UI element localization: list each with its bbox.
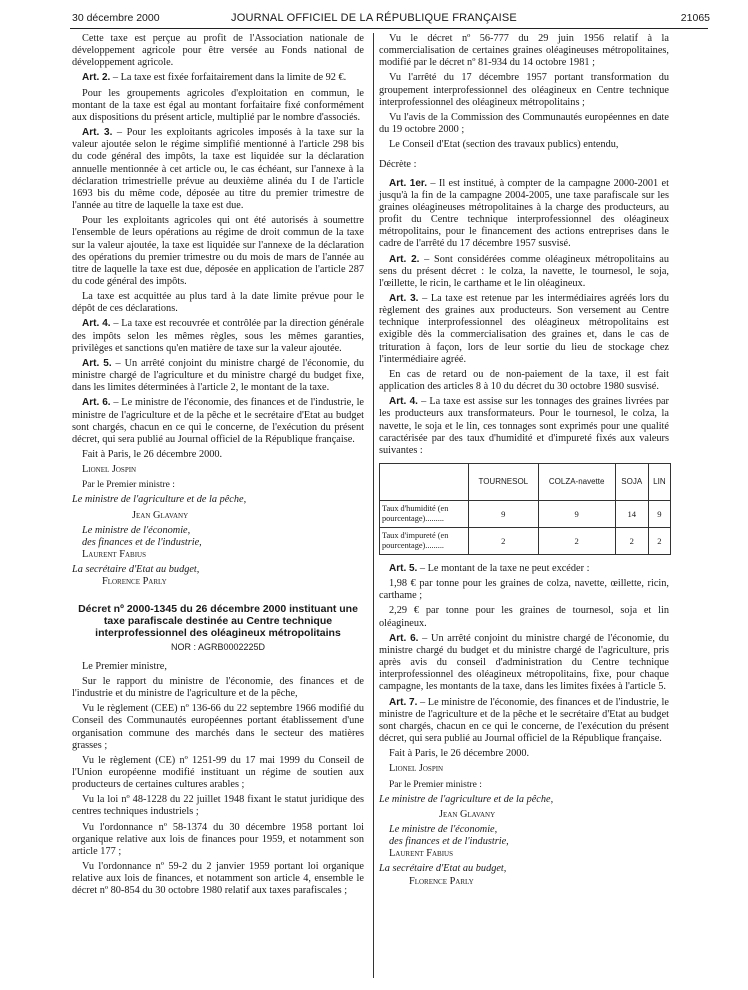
article-6 xyxy=(379,633,669,694)
journal-title: JOURNAL OFFICIEL DE LA RÉPUBLIQUE FRANÇAISE xyxy=(231,12,517,24)
moisture-impurity-table xyxy=(379,463,671,555)
visa: Vu le règlement (CE) nº 1251-99 du 17 mai 1999 du Conseil de l'Union européenne modifié instituant un régime de soutien aux producteurs de certaines cultures arables ; xyxy=(72,754,364,791)
table-cell: 2 xyxy=(648,528,670,555)
table-cell: 14 xyxy=(615,501,648,528)
paragraph: En cas de retard ou de non-paiement de la taxe, il est fait application des articles 8 à 10 du décret du 30 octobre 1980 susvisé. xyxy=(379,368,669,393)
minister-title: Le ministre de l'économie, xyxy=(389,823,498,835)
header-date: 30 décembre 2000 xyxy=(72,12,160,24)
article-number: Art. 4. xyxy=(82,318,111,330)
minister-title: des finances et de l'industrie, xyxy=(389,836,509,848)
article-number: Art. 7. xyxy=(389,696,418,708)
nor-reference: NOR : AGRB0002225D xyxy=(170,641,266,652)
table-cell: 2 xyxy=(469,528,539,555)
row-label: Taux d'impureté (en pourcentage)......... xyxy=(380,528,469,555)
secretary-title: La secrétaire d'Etat au budget, xyxy=(72,564,200,576)
minister-name: Jean Glavany xyxy=(439,808,496,820)
minister-name: Laurent Fabius xyxy=(82,549,146,561)
table-row xyxy=(380,528,671,555)
minister-name: Laurent Fabius xyxy=(389,848,453,860)
visa: Vu l'ordonnance nº 58-1374 du 30 décembre 1958 portant loi organique relative aux lois de finances pour 1959, et notamment son article 177 ; xyxy=(72,821,364,857)
visa: Vu l'avis de la Commission des Communautés européennes en date du 19 octobre 2000 ; xyxy=(379,111,669,136)
table-cell: 9 xyxy=(538,501,615,528)
article-4 xyxy=(379,396,669,457)
decree-title: Décret nº 2000-1345 du 26 décembre 2000 instituant une taxe parafiscale destinée au Centre technique interprofessionnel des oléagineux métropolitains xyxy=(78,602,358,639)
article-number: Art. 2. xyxy=(389,253,420,265)
visa: Vu le décret nº 56-777 du 29 juin 1956 relatif à la commercialisation de certaines graines oléagineuses métropolitaines, modifié par le décret nº 81-934 du 14 octobre 1981 ; xyxy=(379,33,669,69)
article-4 xyxy=(72,318,364,354)
left-column xyxy=(72,33,364,901)
secretary-title: La secrétaire d'Etat au budget, xyxy=(379,863,507,875)
paragraph: La taxe est acquittée au plus tard à la date limite prévue pour le dépôt de ces déclarations. xyxy=(72,291,364,315)
article-3 xyxy=(379,293,669,366)
page-number: 21065 xyxy=(680,12,710,24)
article-text: – Le ministre de l'économie, des finances et de l'industrie, le ministre de l'agriculture et de la pêche et le secrétaire d'Etat au budget sont chargés, chacun en ce qui le concerne, de l'exécution du présent décret, qui sera publié au Journal officiel de la République française. xyxy=(379,696,669,745)
par-premier-ministre: Par le Premier ministre : xyxy=(389,779,482,790)
secretary-name: Florence Parly xyxy=(102,576,167,588)
row-label: Taux d'humidité (en pourcentage)......... xyxy=(380,501,469,528)
table-cell: 2 xyxy=(538,528,615,555)
article-text: – La taxe est recouvrée et contrôlée par la direction générale des impôts selon les mêmes règles, sous les mêmes garanties, privilèges et sanctions qu'en matière de taxe sur la valeur ajoutée. xyxy=(72,318,365,354)
decrete: Décrète : xyxy=(379,159,417,171)
header-rule xyxy=(70,28,708,29)
signature-date: Fait à Paris, le 26 décembre 2000. xyxy=(389,748,530,760)
article-5 xyxy=(379,563,669,575)
signatory-pm: Lionel Jospin xyxy=(82,464,137,476)
visa: Vu la loi nº 48-1228 du 22 juillet 1948 fixant le statut juridique des centres techniques industriels ; xyxy=(72,794,364,818)
minister-title: des finances et de l'industrie, xyxy=(82,536,202,548)
article-2 xyxy=(72,72,364,84)
column-divider xyxy=(373,33,374,978)
visa: Sur le rapport du ministre de l'économie, des finances et de l'industrie et du ministre de l'agriculture et de la pêche, xyxy=(72,675,364,700)
article-number: Art. 5. xyxy=(82,357,112,369)
article-text: – Un arrêté conjoint du ministre chargé de l'économie, du ministre chargé de l'agriculture et du ministre chargé du budget fixe, dans les limites déterminées à l'article 2, le montant de la taxe. xyxy=(72,357,365,394)
article-text: – Le ministre de l'économie, des finances et de l'industrie, le ministre de l'agriculture et de la pêche et le secrétaire d'Etat au budget sont chargés, chacun en ce qui le concerne, de l'exécution du présent décret, qui sera publié au Journal officiel de la République française. xyxy=(72,397,364,445)
secretary-name: Florence Parly xyxy=(409,875,474,887)
article-number: Art. 1er. xyxy=(389,177,428,189)
minister-title: Le ministre de l'agriculture et de la pêche, xyxy=(72,494,247,506)
paragraph: Le Premier ministre, xyxy=(82,660,167,672)
article-3 xyxy=(72,127,364,212)
minister-title: Le ministre de l'économie, xyxy=(82,524,191,536)
article-2 xyxy=(379,254,669,290)
visa: Vu l'ordonnance nº 59-2 du 2 janvier 1959 portant loi organique relative aux lois de finances, et notamment son article 4, ensemble le décret nº 80-854 du 30 octobre 1980 relatif aux taxes parafiscales ; xyxy=(72,861,364,897)
paragraph: Cette taxe est perçue au profit de l'Association nationale de développement agricole pour être versée au Fonds national de développement agricole. xyxy=(72,33,364,69)
article-number: Art. 3. xyxy=(389,292,419,304)
article-6 xyxy=(72,397,364,446)
table-header: TOURNESOL xyxy=(469,464,539,501)
right-column xyxy=(379,33,669,891)
table-header: LIN xyxy=(648,464,670,501)
article-number: Art. 6. xyxy=(389,632,419,644)
article-text: – La taxe est retenue par les intermédiaires agréés lors du règlement des graines aux producteurs. Son versement au Centre technique interprofessionnel des oléagineux métropolitains est exigible dès la commercialisation des graines et, dans le cas de trituration à façon, lors de leur sortie du lieu de stockage chez l'intermédiaire agréé. xyxy=(379,292,669,365)
table-corner xyxy=(380,464,469,501)
minister-name: Jean Glavany xyxy=(132,509,189,521)
article-text: – Le montant de la taxe ne peut excéder : xyxy=(417,563,590,574)
visa: Vu l'arrêté du 17 décembre 1957 portant transformation du groupement interprofessionnel des oléagineux en Centre technique interprofessionnel des oléagineux métropolitains ; xyxy=(379,72,669,108)
article-number: Art. 6. xyxy=(82,397,111,409)
minister-title: Le ministre de l'agriculture et de la pêche, xyxy=(379,793,554,805)
article-text: – Un arrêté conjoint du ministre chargé de l'économie, du ministre chargé du budget et du ministre chargé de l'agriculture, pris après avis du conseil d'administration du Centre technique interprofessionnel des oléagineux métropolitains, fixe, pour chaque campagne, les montants de la taxe, dans les limites fixées à l'article 5. xyxy=(379,632,669,693)
paragraph: Pour les groupements agricoles d'exploitation en commun, le montant de la taxe est égal au montant forfaitaire fixé conformément aux dispositions du présent article, multiplié par le nombre d'associés. xyxy=(72,87,364,123)
article-text: – Sont considérées comme oléagineux métropolitains au sens du présent décret : le colza, la navette, le tournesol, le soja, l'œillette, le ricin, le carthame et le lin oléagineux. xyxy=(379,253,669,289)
article-number: Art. 4. xyxy=(389,396,418,408)
article-number: Art. 3. xyxy=(82,127,113,139)
par-premier-ministre: Par le Premier ministre : xyxy=(82,480,175,491)
article-text: – La taxe est assise sur les tonnages des graines livrées par les producteurs aux transformateurs. Pour le tournesol, le colza, la navette, le soja et le lin, ces tonnages sont exprimés pour une qualité caractérisée par des taux d'humidité et d'impureté fixés aux valeurs suivantes : xyxy=(379,396,669,456)
table-header: COLZA-navette xyxy=(538,464,615,501)
signatory-pm: Lionel Jospin xyxy=(389,763,444,775)
article-number: Art. 2. xyxy=(82,72,111,84)
paragraph: 1,98 € par tonne pour les graines de colza, navette, œillette, ricin, carthame ; xyxy=(379,578,669,602)
table-cell: 9 xyxy=(469,501,539,528)
table-row xyxy=(380,501,671,528)
article-number: Art. 5. xyxy=(389,563,418,574)
article-7 xyxy=(379,697,669,746)
table-header: SOJA xyxy=(615,464,648,501)
article-5 xyxy=(72,358,364,394)
article-text: – La taxe est fixée forfaitairement dans la limite de 92 €. xyxy=(110,72,347,84)
paragraph: Pour les exploitants agricoles qui ont été autorisés à soumettre l'ensemble de leurs opérations au régime de droit commun de la taxe sur la valeur ajoutée, la taxe est liquidée sur l'annexe de la déclaration des opérations du premier trimestre ou du mois de mars de l'année au titre de laquelle la taxe est due, déposée en application de l'article 287 du code général des impôts. xyxy=(72,215,364,287)
article-text: – Pour les exploitants agricoles imposés à la taxe sur la valeur ajoutée selon le régime simplifié mentionné à l'article 298 bis du code général des impôts, la taxe est liquidée sur la déclaration annuelle mentionnée à cet article ou, le cas échéant, sur l'annexe à la déclaration trimestrielle prévue au deuxième alinéa du I de l'article 1693 bis du même code, déposée au titre du premier trimestre de l'année au titre de laquelle la taxe est due. xyxy=(72,127,364,212)
signature-date: Fait à Paris, le 26 décembre 2000. xyxy=(82,449,223,460)
table-cell: 9 xyxy=(648,501,670,528)
visa: Le Conseil d'Etat (section des travaux publics) entendu, xyxy=(389,139,619,151)
article-text: – Il est institué, à compter de la campagne 2000-2001 et jusqu'à la fin de la campagne 2004-2005, une taxe parafiscale sur les graines oléagineuses métropolitaines à la charge des producteurs, au profit du Centre technique interprofessionnel des oléagineux métropolitains, pour le financement des actions entreprises dans le cadre de l'arrêté du 17 décembre 1957 susvisé. xyxy=(379,177,669,250)
visa: Vu le règlement (CEE) nº 136-66 du 22 septembre 1966 modifié du Conseil des Communautés européennes portant établissement d'une organisation commune des marchés dans le secteur des matières grasses ; xyxy=(72,703,364,751)
paragraph: 2,29 € par tonne pour les graines de tournesol, soja et lin oléagineux. xyxy=(379,605,669,629)
table-cell: 2 xyxy=(615,528,648,555)
article-1 xyxy=(379,178,669,251)
